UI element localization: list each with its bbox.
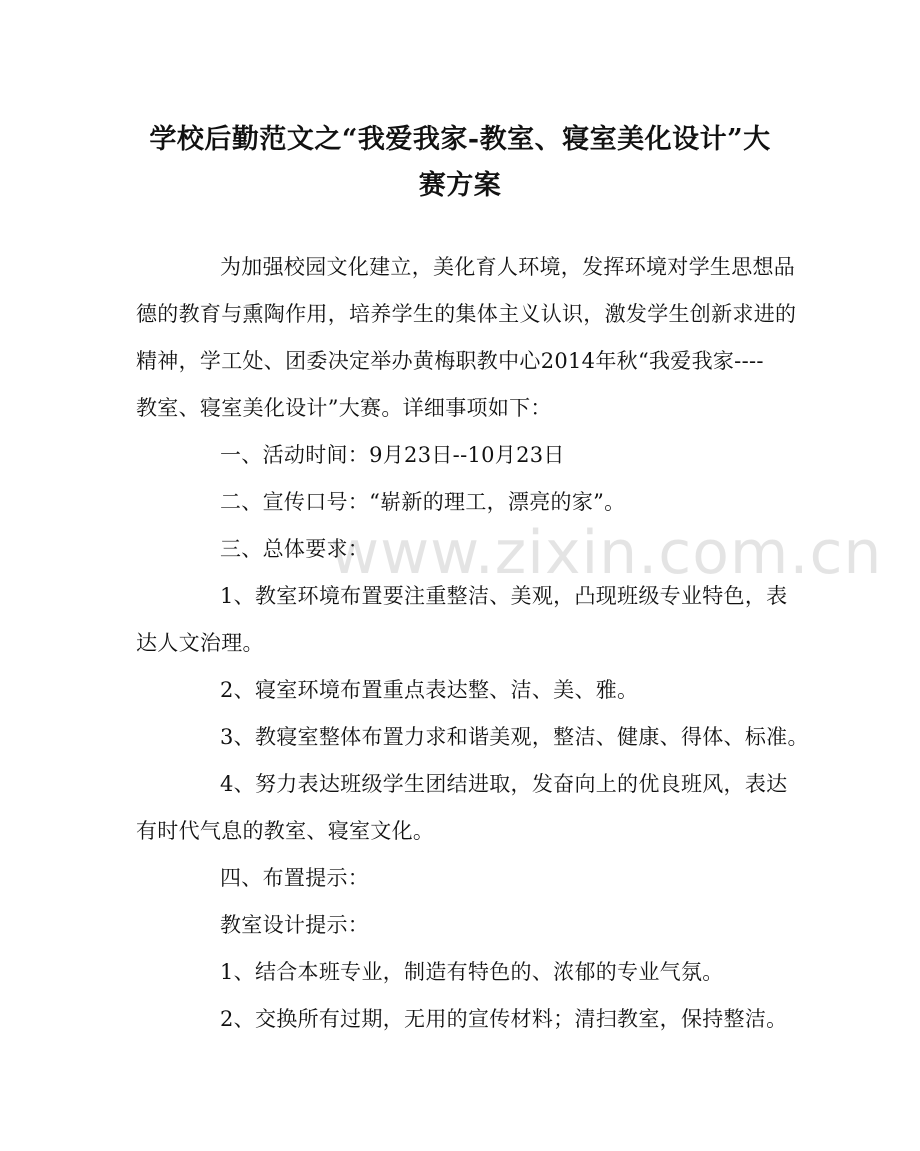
document-title-line-2: 赛方案 bbox=[418, 170, 502, 201]
requirement-2: 2、寝室环境布置重点表达整、洁、美、雅。 bbox=[220, 678, 639, 702]
paragraph-intro-line-3: 精神，学工处、团委决定举办黄梅职教中心2014年秋“我爱我家---- bbox=[136, 349, 764, 373]
requirement-1-line-1: 1、教室环境布置要注重整洁、美观，凸现班级专业特色，表 bbox=[220, 584, 788, 608]
classroom-tip-1: 1、结合本班专业，制造有特色的、浓郁的专业气氛。 bbox=[220, 960, 724, 984]
paragraph-intro-line-4: 教室、寝室美化设计”大赛。详细事项如下： bbox=[136, 396, 552, 420]
watermark: www.zixin.com.cn bbox=[330, 518, 883, 588]
section-activity-time: 一、活动时间：9月23日--10月23日 bbox=[220, 443, 565, 467]
requirement-4-line-1: 4、努力表达班级学生团结进取，发奋向上的优良班风，表达 bbox=[220, 772, 788, 796]
section-general-requirements: 三、总体要求： bbox=[220, 537, 370, 561]
section-layout-tips: 四、布置提示： bbox=[220, 866, 370, 890]
paragraph-intro-line-2: 德的教育与熏陶作用，培养学生的集体主义认识，激发学生创新求进的 bbox=[136, 302, 797, 326]
classroom-tip-2: 2、交换所有过期，无用的宣传材料；清扫教室，保持整洁。 bbox=[220, 1007, 788, 1031]
requirement-4-line-2: 有时代气息的教室、寝室文化。 bbox=[136, 819, 435, 843]
requirement-1-line-2: 达人文治理。 bbox=[136, 631, 264, 655]
paragraph-intro-line-1: 为加强校园文化建立，美化育人环境，发挥环境对学生思想品 bbox=[220, 255, 796, 279]
classroom-design-tips-heading: 教室设计提示： bbox=[220, 913, 370, 937]
requirement-3: 3、教寝室整体布置力求和谐美观，整洁、健康、得体、标准。 bbox=[220, 725, 809, 749]
document-title-line-1: 学校后勤范文之“我爱我家-教室、寝室美化设计”大 bbox=[149, 124, 771, 155]
section-slogan: 二、宣传口号：“崭新的理工，漂亮的家”。 bbox=[220, 490, 626, 514]
